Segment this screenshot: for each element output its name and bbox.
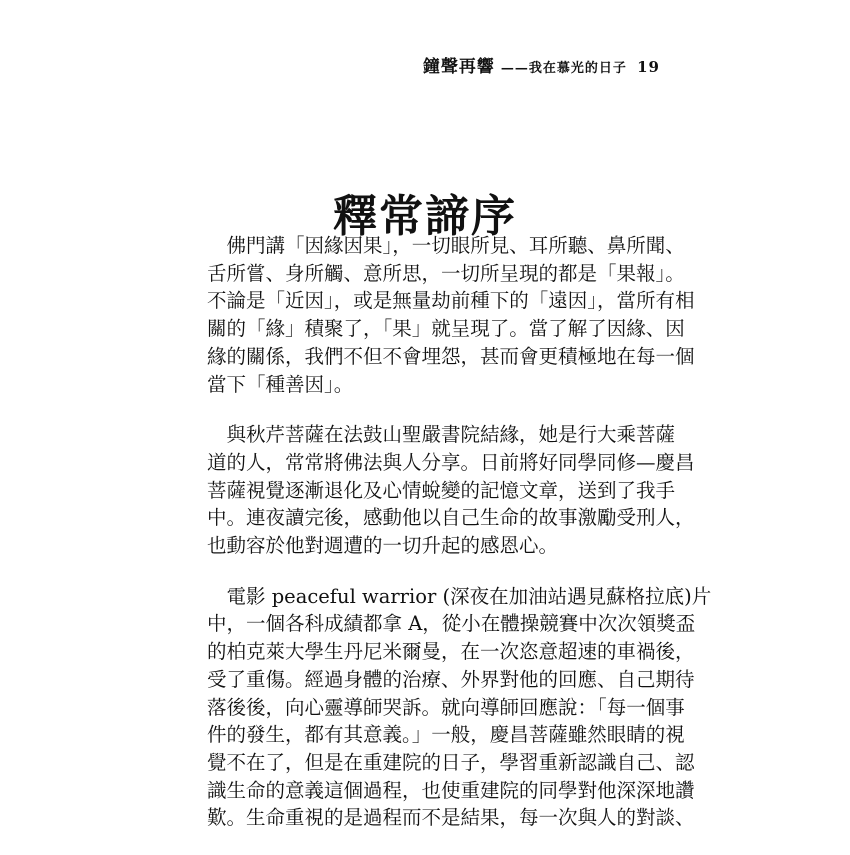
text-line: 覺不在了，但是在重建院的日子，學習重新認識自己、認 [207,750,695,774]
text-line: 歎。生命重視的是過程而不是結果，每一次與人的對談、 [207,806,695,830]
text-line: 中。連夜讀完後，感動他以自己生命的故事激勵受刑人， [207,506,695,530]
text-line: 緣的關係，我們不但不會埋怨，甚而會更積極地在每一個 [207,344,695,368]
text-line: 舌所嘗、身所觸、意所思，一切所呈現的都是「果報」。 [207,261,685,285]
book-title: 鐘聲再響 [422,57,495,77]
text-line: 受了重傷。經過身體的治療、外界對他的回應、自己期待 [207,667,695,691]
book-subtitle: ——我在慕光的日子 [500,61,627,76]
page-title: 釋常諦序 [333,191,517,242]
text-line: 道的人，常常將佛法與人分享。日前將好同學同修—慶昌 [207,450,695,474]
text-line: 落後後，向心靈導師哭訴。就向導師回應說：「每一個事 [207,695,685,719]
text-line: 佛門講「因緣因果」，一切眼所見、耳所聽、鼻所聞、 [207,234,685,257]
text-line: 件的發生，都有其意義。」一般，慶昌菩薩雖然眼睛的視 [207,723,685,747]
text-line: 與秋芹菩薩在法鼓山聖嚴書院結緣，她是行大乘菩薩 [207,423,676,447]
paragraph-2 [207,421,695,560]
text-line: 當下「種善因」。 [207,372,354,396]
text-line: 也動容於他對週遭的一切升起的感恩心。 [207,534,559,558]
text-line: 關的「緣」積聚了，「果」就呈現了。當了解了因緣、因 [207,317,685,341]
running-header [423,52,660,77]
paragraph-3 [207,583,712,832]
text-line: 中，一個各科成績都拿 A，從小在體操競賽中次次領獎盃 [207,612,696,636]
text-line: 的柏克萊大學生丹尼米爾曼，在一次恣意超速的車禍後， [207,640,695,664]
page-number: 19 [637,58,660,76]
paragraph-1 [207,232,695,398]
text-line: 識生命的意義這個過程，也使重建院的同學對他深深地讚 [207,778,695,802]
body-text [207,232,712,855]
text-line: 電影 peaceful warrior (深夜在加油站遇見蘇格拉底)片 [207,584,712,608]
text-line: 菩薩視覺逐漸退化及心情蛻變的記憶文章，送到了我手 [207,478,676,502]
text-line: 不論是「近因」，或是無量劫前種下的「遠因」，當所有相 [207,289,695,313]
